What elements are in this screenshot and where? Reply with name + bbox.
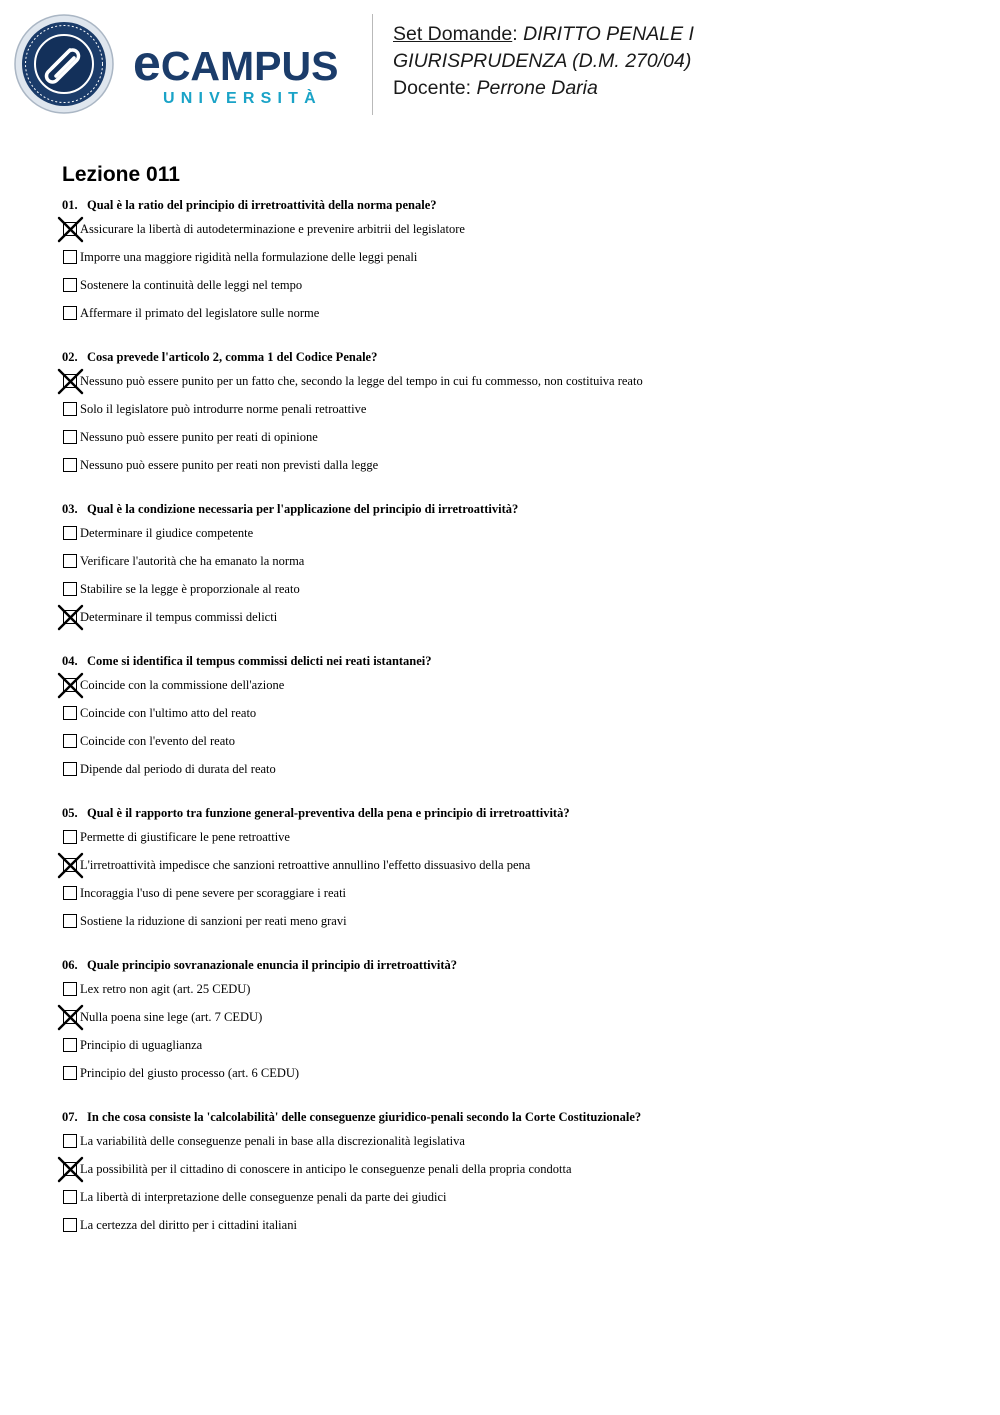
answer-option-text: Determinare il giudice competente [80,526,254,540]
ecampus-wordmark [133,35,358,109]
answer-option[interactable] [62,830,962,858]
checkbox[interactable] [63,1066,77,1080]
answer-option-text: Sostiene la riduzione di sanzioni per reati meno gravi [80,914,347,928]
question-block [62,956,962,1094]
subject-line-2-row [393,48,694,75]
subject-line-1: DIRITTO PENALE I [523,23,694,45]
checkbox[interactable] [63,458,77,472]
checkbox[interactable] [63,402,77,416]
header-divider [372,14,373,115]
question-text: Quale principio sovranazionale enuncia il principio di irretroattività? [87,958,458,972]
answer-option-text: Determinare il tempus commissi delicti [80,610,278,624]
checkbox[interactable] [63,734,77,748]
answer-option-text: Incoraggia l'uso di pene severe per scoraggiare i reati [80,886,347,900]
answer-option[interactable] [62,526,962,554]
brand-prefix: e [133,35,161,91]
answer-option-text: La libertà di interpretazione delle conseguenze penali da parte dei giudici [80,1190,447,1204]
answer-option-text: La variabilità delle conseguenze penali in base alla discrezionalità legislativa [80,1134,465,1148]
answer-option[interactable] [62,278,962,306]
question-number: 02. [62,350,78,364]
checkbox[interactable] [63,1190,77,1204]
checkbox[interactable] [63,914,77,928]
checkbox[interactable] [63,582,77,596]
question-number: 07. [62,1110,78,1124]
checkbox[interactable] [63,886,77,900]
answer-option[interactable] [62,222,962,250]
answer-option-text: Principio di uguaglianza [80,1038,203,1052]
checked-checkbox[interactable] [63,678,77,692]
question-text: Qual è la ratio del principio di irretroattività della norma penale? [87,198,437,212]
question-text-row [62,804,962,822]
question-text: In che cosa consiste la 'calcolabilità' delle conseguenze giuridico-penali secondo la Corte Costituzionale? [87,1110,642,1124]
answer-option-text: Imporre una maggiore rigidità nella formulazione delle leggi penali [80,250,418,264]
question-number: 04. [62,654,78,668]
question-block [62,196,962,334]
question-text: Qual è il rapporto tra funzione general-preventiva della pena e principio di irretroattività? [87,806,570,820]
answer-option-text: Lex retro non agit (art. 25 CEDU) [80,982,251,996]
answer-option[interactable] [62,734,962,762]
checkbox[interactable] [63,306,77,320]
answer-option[interactable] [62,762,962,790]
checkbox[interactable] [63,1038,77,1052]
question-block [62,500,962,638]
checkbox[interactable] [63,706,77,720]
page-header [0,0,1000,130]
answer-option[interactable] [62,554,962,582]
question-text-row [62,348,962,366]
question-text-row [62,500,962,518]
question-number: 01. [62,198,78,212]
checkbox[interactable] [63,554,77,568]
question-number: 03. [62,502,78,516]
answer-option-text: Coincide con l'evento del reato [80,734,235,748]
answer-option-text: Dipende dal periodo di durata del reato [80,762,276,776]
answer-option[interactable] [62,858,962,886]
checked-checkbox[interactable] [63,374,77,388]
checked-checkbox[interactable] [63,1162,77,1176]
answer-option-text: Stabilire se la legge è proporzionale al reato [80,582,300,596]
question-block [62,652,962,790]
answer-option[interactable] [62,1010,962,1038]
set-line [393,21,694,48]
checkbox[interactable] [63,278,77,292]
checked-checkbox[interactable] [63,858,77,872]
answer-option[interactable] [62,706,962,734]
answer-option[interactable] [62,402,962,430]
answer-option-text: Nessuno può essere punito per un fatto che, secondo la legge del tempo in cui fu commesso, non costituiva reato [80,374,643,388]
checkbox[interactable] [63,250,77,264]
question-block [62,348,962,486]
teacher-label: Docente: [393,77,477,99]
checkbox[interactable] [63,762,77,776]
answer-option[interactable] [62,1218,962,1246]
answer-option[interactable] [62,374,962,402]
answer-option[interactable] [62,914,962,942]
answer-option-text: La certezza del diritto per i cittadini italiani [80,1218,297,1232]
answer-option[interactable] [62,886,962,914]
document-meta [393,21,694,102]
answer-option[interactable] [62,430,962,458]
answer-option[interactable] [62,1038,962,1066]
set-label: Set Domande [393,23,513,45]
checkbox[interactable] [63,526,77,540]
checked-checkbox[interactable] [63,222,77,236]
lesson-title: Lezione 011 [62,163,180,186]
answer-option[interactable] [62,1162,962,1190]
checkbox[interactable] [63,982,77,996]
teacher-line [393,75,694,102]
question-number: 05. [62,806,78,820]
answer-option-text: Verificare l'autorità che ha emanato la norma [80,554,305,568]
answer-option[interactable] [62,1066,962,1094]
answer-option-text: L'irretroattività impedisce che sanzioni retroattive annullino l'effetto dissuasivo della pena [80,858,531,872]
answer-option-text: Coincide con l'ultimo atto del reato [80,706,257,720]
answer-option[interactable] [62,982,962,1010]
answer-option[interactable] [62,1190,962,1218]
subject-line-2: GIURISPRUDENZA (D.M. 270/04) [393,50,692,72]
checked-checkbox[interactable] [63,610,77,624]
question-text-row [62,652,962,670]
checkbox[interactable] [63,430,77,444]
question-block [62,804,962,942]
answer-option-text: Coincide con la commissione dell'azione [80,678,285,692]
ecampus-seal-logo [14,14,114,114]
answer-option-text: La possibilità per il cittadino di conoscere in anticipo le conseguenze penali della propria condotta [80,1162,572,1176]
set-separator: : [512,23,524,45]
answer-option-text: Nessuno può essere punito per reati non previsti dalla legge [80,458,379,472]
checkbox[interactable] [63,1218,77,1232]
answer-option-text: Assicurare la libertà di autodeterminazione e prevenire arbitrii del legislatore [80,222,465,236]
answer-option[interactable] [62,306,962,334]
checkbox[interactable] [63,1134,77,1148]
question-number: 06. [62,958,78,972]
question-text-row [62,956,962,974]
answer-option-text: Nessuno può essere punito per reati di opinione [80,430,318,444]
question-text-row [62,196,962,214]
question-text: Come si identifica il tempus commissi delicti nei reati istantanei? [87,654,432,668]
checked-checkbox[interactable] [63,1010,77,1024]
answer-option-text: Solo il legislatore può introdurre norme penali retroattive [80,402,367,416]
answer-option[interactable] [62,250,962,278]
answer-option[interactable] [62,1134,962,1162]
answer-option-text: Affermare il primato del legislatore sulle norme [80,306,320,320]
question-text: Cosa prevede l'articolo 2, comma 1 del Codice Penale? [87,350,378,364]
teacher-name: Perrone Daria [476,77,598,99]
question-text: Qual è la condizione necessaria per l'applicazione del principio di irretroattività? [87,502,519,516]
question-block [62,1108,962,1246]
brand-name: CAMPUS [160,43,339,89]
answer-option-text: Principio del giusto processo (art. 6 CEDU) [80,1066,300,1080]
answer-option-text: Permette di giustificare le pene retroattive [80,830,290,844]
answer-option-text: Nulla poena sine lege (art. 7 CEDU) [80,1010,263,1024]
brand-subtitle: UNIVERSITÀ [163,90,322,107]
answer-option[interactable] [62,582,962,610]
answer-option[interactable] [62,610,962,638]
answer-option[interactable] [62,678,962,706]
answer-option[interactable] [62,458,962,486]
question-text-row [62,1108,962,1126]
question-list [62,196,962,1260]
checkbox[interactable] [63,830,77,844]
answer-option-text: Sostenere la continuità delle leggi nel tempo [80,278,303,292]
